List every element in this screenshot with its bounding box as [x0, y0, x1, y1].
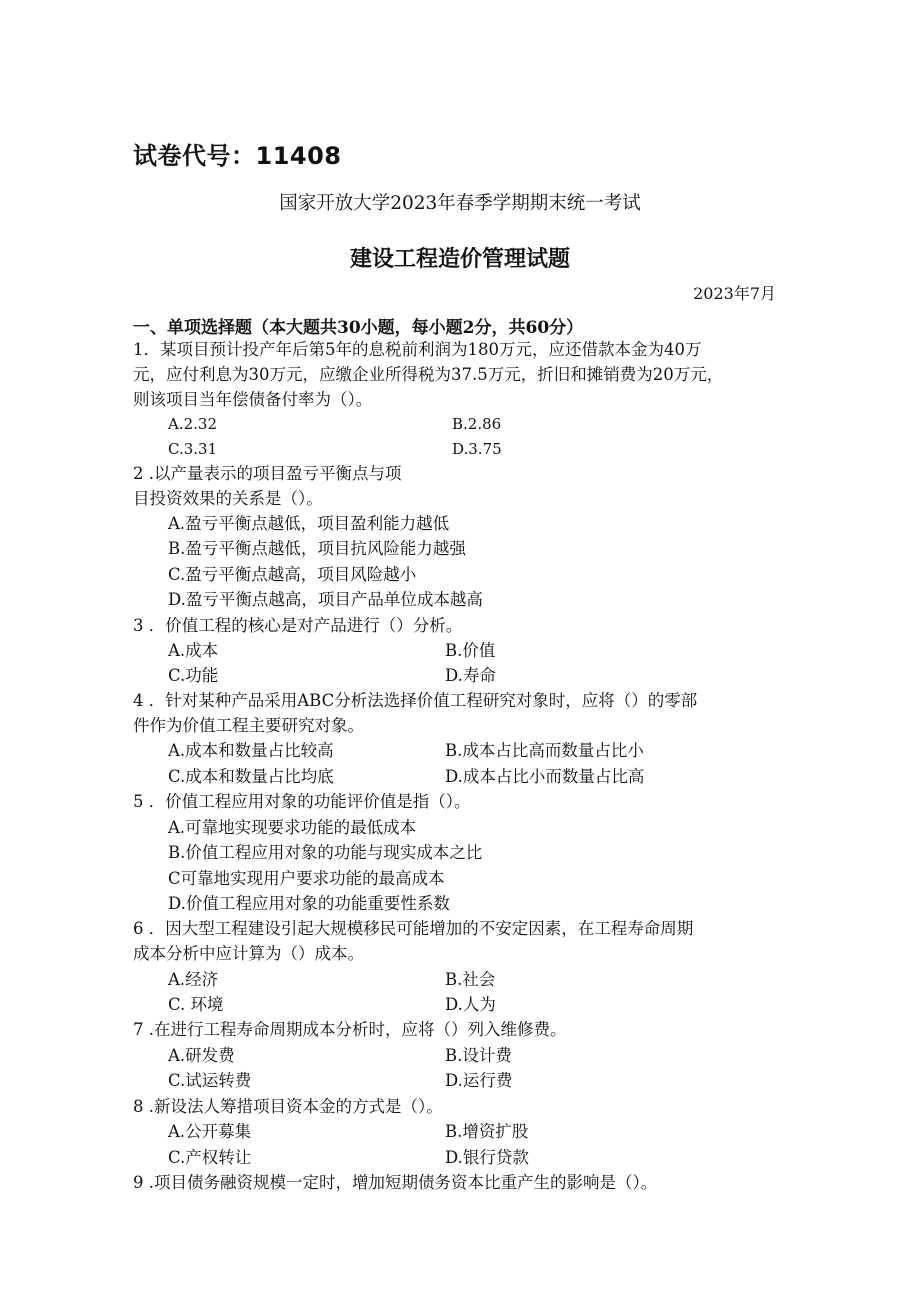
option-d: D.3.75: [452, 440, 502, 458]
question-stem-line: 8 .新设法人筹措项目资本金的方式是（）。: [133, 1097, 443, 1116]
option-a: A.2.32: [168, 415, 217, 433]
option-b: B.设计费: [445, 1046, 512, 1065]
question-1: [133, 337, 773, 412]
exam-date: 2023年7月: [693, 284, 776, 303]
section-heading: 一、单项选择题（本大题共30小题，每小题2分，共60分）: [133, 318, 584, 338]
question-3: [133, 613, 773, 638]
question-5: [133, 789, 773, 814]
option-c: C.试运转费: [168, 1071, 252, 1090]
option-d: D.运行费: [445, 1071, 513, 1090]
question-7: [133, 1017, 773, 1042]
exam-code: 试卷代号：11408: [133, 142, 342, 170]
question-6: [133, 916, 773, 966]
option-d: D.人为: [445, 995, 496, 1014]
option-b: B.价值工程应用对象的功能与现实成本之比: [168, 843, 483, 862]
university-line: 国家开放大学2023年春季学期期末统一考试: [279, 193, 641, 214]
option-a: A.可靠地实现要求功能的最低成本: [168, 818, 417, 837]
question-4: [133, 688, 773, 738]
question-stem-line: 2 .以产量表示的项目盈亏平衡点与项: [133, 464, 402, 483]
option-a: A.盈亏平衡点越低，项目盈利能力越低: [168, 514, 450, 533]
option-a: A.成本和数量占比较高: [168, 741, 334, 760]
option-d: D.银行贷款: [445, 1148, 529, 1167]
question-stem-line: 元，应付利息为30万元，应缴企业所得税为37.5万元，折旧和摊销费为20万元，: [133, 365, 724, 384]
option-d: D.寿命: [445, 666, 496, 685]
option-c: C可靠地实现用户要求功能的最高成本: [168, 869, 445, 888]
option-a: A.公开募集: [168, 1122, 252, 1141]
option-b: B.成本占比高而数量占比小: [445, 741, 644, 760]
question-stem-line: 1．某项目预计投产年后第5年的息税前利润为180万元，应还借款本金为40万: [133, 340, 702, 359]
question-2: [133, 461, 773, 511]
option-b: B.增资扩股: [445, 1122, 529, 1141]
exam-title: 建设工程造价管理试题: [349, 247, 570, 272]
option-c: C.盈亏平衡点越高，项目风险越小: [168, 565, 417, 584]
option-a: A.研发费: [168, 1046, 235, 1065]
question-stem-line: 9 .项目债务融资规模一定时，增加短期债务资本比重产生的影响是（）。: [133, 1173, 658, 1192]
question-9: [133, 1170, 773, 1195]
option-b: B.社会: [445, 970, 496, 989]
option-b: B.盈亏平衡点越低，项目抗风险能力越强: [168, 539, 466, 558]
option-c: C.成本和数量占比均底: [168, 767, 334, 786]
option-c: C. 环境: [168, 995, 224, 1014]
option-a: A.经济: [168, 970, 219, 989]
option-d: D.价值工程应用对象的功能重要性系数: [168, 894, 450, 913]
option-b: B.2.86: [452, 415, 502, 433]
question-stem-line: 4 ．针对某种产品采用ABC分析法选择价值工程研究对象时，应将（）的零部: [133, 691, 698, 710]
question-stem-line: 7 .在进行工程寿命周期成本分析时，应将（）列入维修费。: [133, 1020, 567, 1039]
option-d: D.成本占比小而数量占比高: [445, 767, 645, 786]
option-b: B.价值: [445, 641, 496, 660]
question-stem-line: 则该项目当年偿债备付率为（）。: [133, 390, 373, 409]
option-d: D.盈亏平衡点越高，项目产品单位成本越高: [168, 590, 483, 609]
option-c: C.产权转让: [168, 1148, 252, 1167]
option-c: C.功能: [168, 666, 219, 685]
question-stem-line: 成本分析中应计算为（）成本。: [133, 944, 364, 963]
option-a: A.成本: [168, 641, 219, 660]
question-stem-line: 3 ．价值工程的核心是对产品进行（）分析。: [133, 616, 463, 635]
option-c: C.3.31: [168, 440, 218, 458]
question-stem-line: 目投资效果的关系是（）。: [133, 489, 323, 508]
question-stem-line: 5 ．价值工程应用对象的功能评价值是指（）。: [133, 792, 471, 811]
question-8: [133, 1094, 773, 1119]
question-stem-line: 件作为价值工程主要研究对象。: [133, 716, 364, 735]
question-stem-line: 6 ．因大型工程建设引起大规模移民可能增加的不安定因素，在工程寿命周期: [133, 919, 694, 938]
